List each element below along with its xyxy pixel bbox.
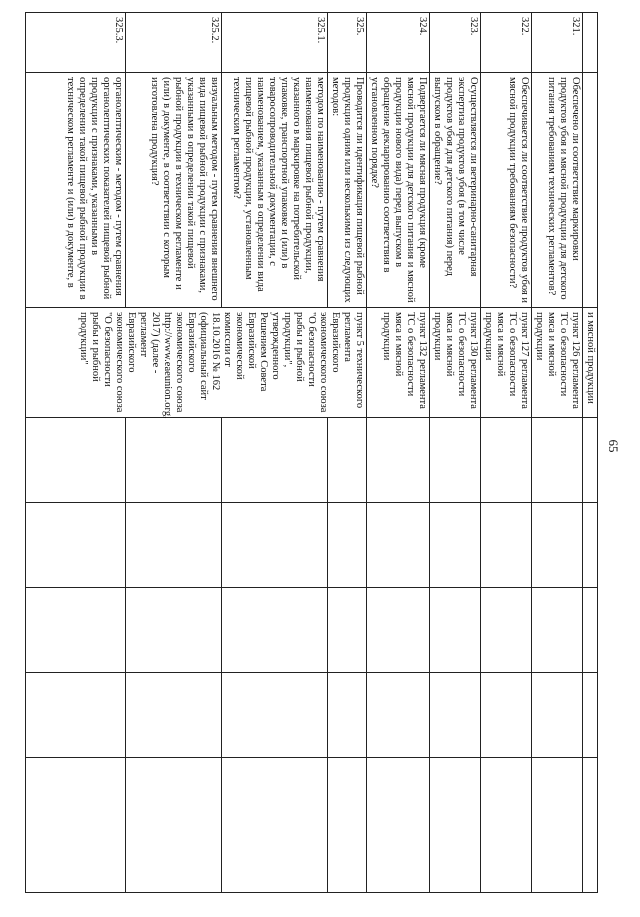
row-cell-empty — [481, 588, 532, 673]
row-cell-empty — [222, 418, 328, 503]
row-number: 325.2. — [126, 13, 222, 73]
row-number: 322. — [481, 13, 532, 73]
row-cell-empty — [222, 673, 328, 758]
row-cell-empty — [126, 503, 222, 588]
row-cell-empty — [367, 588, 430, 673]
table-row — [583, 13, 598, 893]
row-question: органолептическим - методом - путем сравнения органолептических показателей пищевой рыбной продукции с признаками, указанными в определении такой пищевой рыбной продукции в техническом регламенте и (или) в документе, в — [26, 73, 126, 308]
row-question: методом по наименованию - путем сравнения наименования пищевой рыбной продукции, указанного в маркировке на потребительской упаковке, транспортной упаковке и (или) в товаросопроводительной документации, с наименованием, указанным в определении вида пищевой рыбной продукции, установленным техническим регламентом? — [222, 73, 328, 308]
checklist-table — [25, 12, 598, 893]
row-cell-empty — [367, 758, 430, 893]
row-reference: пункт 132 регламента ТС о безопасности мяса и мясной продукции — [367, 308, 430, 418]
row-number: 325.1. — [222, 13, 328, 73]
table-row — [26, 13, 126, 893]
row-cell-empty — [481, 418, 532, 503]
row-cell-empty — [328, 503, 367, 588]
table-row — [367, 13, 430, 893]
row-cell-empty — [532, 588, 583, 673]
row-cell-empty — [328, 418, 367, 503]
row-cell-empty — [430, 673, 481, 758]
row-question: Подвергается ли мясная продукция (кроме мясной продукции для детского питания и мясной продукции нового вида) перед выпуском в обращение декларированию соответствия в установленном порядке? — [367, 73, 430, 308]
row-reference: пункт 127 регламента ТС о безопасности мяса и мясной продукции — [481, 308, 532, 418]
row-reference: пункт 5 технического регламента Евразийского экономического союза "О безопасности рыбы и рыбной продукции", утвержденного Решением Совета Евразийской экономической комиссии от 18.10.2016 № 162 (официальный сайт Евразийского экономического союза http://www.eaeunion.org, 2017) (далее - регламент Евразийского экономического союза "О безопасности рыбы и рыбной продукции" — [26, 308, 367, 418]
row-cell-empty — [583, 588, 598, 673]
row-cell-empty — [430, 503, 481, 588]
row-question: Обеспечено ли соответствие маркировки продуктов убоя и мясной продукции для детского питания требованиям технических регламентов? — [532, 73, 583, 308]
row-cell-empty — [126, 588, 222, 673]
row-cell-empty — [367, 503, 430, 588]
row-question: визуальным методом - путем сравнения внешнего вида пищевой рыбной продукции с признаками, указанными в определении такой пищевой рыбной продукции в техническом регламенте и (или) в документе, в соответствии с которым изготовлена продукция? — [126, 73, 222, 308]
row-cell-empty — [583, 503, 598, 588]
row-cell-empty — [126, 418, 222, 503]
table-row — [481, 13, 532, 893]
row-cell-empty — [328, 673, 367, 758]
row-cell-empty — [222, 588, 328, 673]
row-number: 325. — [328, 13, 367, 73]
table-row — [430, 13, 481, 893]
row-reference: и мясной продукции — [583, 308, 598, 418]
row-cell-empty — [481, 673, 532, 758]
rotated-table-container — [28, 12, 640, 582]
row-cell-empty — [26, 673, 126, 758]
table-row — [126, 13, 222, 893]
row-cell-empty — [430, 758, 481, 893]
row-question: Обеспечивается ли соответствие продуктов убоя и мясной продукции требованиям безопасности? — [481, 73, 532, 308]
row-question: Проводится ли идентификация пищевой рыбной продукции одним или несколькими из следующих методов: — [328, 73, 367, 308]
row-cell-empty — [367, 418, 430, 503]
row-number: 325.3. — [26, 13, 126, 73]
row-number — [583, 13, 598, 73]
row-cell-empty — [328, 588, 367, 673]
table-row — [328, 13, 367, 893]
row-cell-empty — [532, 673, 583, 758]
row-reference: пункт 126 регламента ТС о безопасности мяса и мясной продукции — [532, 308, 583, 418]
row-number: 324. — [367, 13, 430, 73]
table-row — [532, 13, 583, 893]
row-cell-empty — [367, 673, 430, 758]
row-cell-empty — [430, 418, 481, 503]
row-cell-empty — [532, 758, 583, 893]
row-question: Осуществляется ли ветеринарно-санитарная экспертиза продуктов убоя (в том числе продуктов убоя для детского питания) перед выпуском в обращение? — [430, 73, 481, 308]
page-number: 65 — [606, 439, 621, 453]
row-cell-empty — [26, 758, 126, 893]
row-number: 321. — [532, 13, 583, 73]
row-cell-empty — [26, 503, 126, 588]
row-cell-empty — [222, 503, 328, 588]
row-cell-empty — [481, 503, 532, 588]
row-cell-empty — [583, 418, 598, 503]
row-number: 323. — [430, 13, 481, 73]
row-cell-empty — [532, 503, 583, 588]
row-cell-empty — [26, 418, 126, 503]
row-cell-empty — [583, 758, 598, 893]
row-question — [583, 73, 598, 308]
row-reference: пункт 130 регламента ТС о безопасности мяса и мясной продукции — [430, 308, 481, 418]
row-cell-empty — [481, 758, 532, 893]
row-cell-empty — [532, 418, 583, 503]
row-cell-empty — [583, 673, 598, 758]
row-cell-empty — [222, 758, 328, 893]
row-cell-empty — [126, 673, 222, 758]
row-cell-empty — [26, 588, 126, 673]
row-cell-empty — [328, 758, 367, 893]
row-cell-empty — [126, 758, 222, 893]
row-cell-empty — [430, 588, 481, 673]
table-row — [222, 13, 328, 893]
